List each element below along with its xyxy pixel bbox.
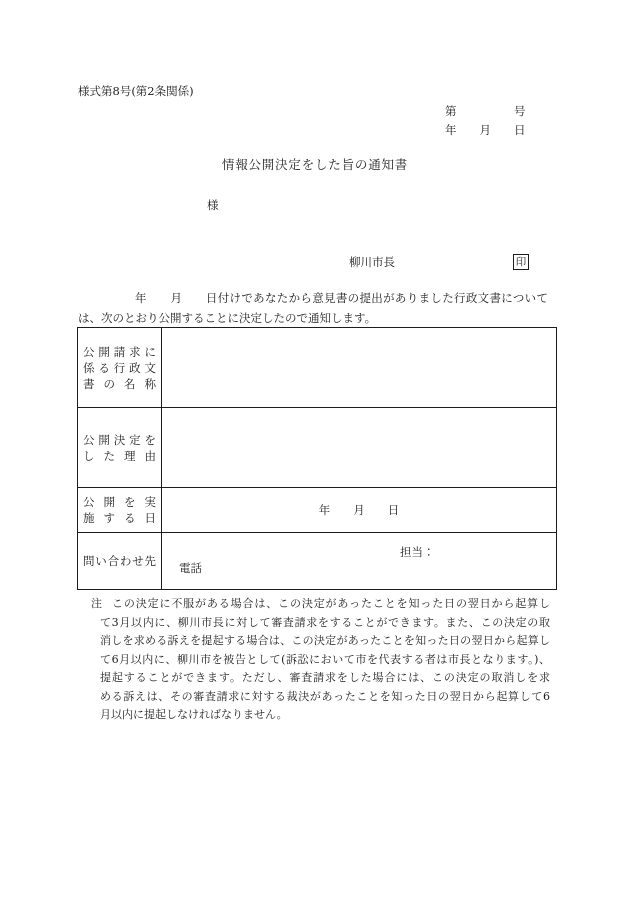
note-line: 月以内に提起しなければなりません。	[100, 708, 288, 721]
label-line: 問い合わせ先	[83, 554, 156, 568]
label-cell-document-name	[78, 328, 162, 408]
document-title: 情報公開決定をした旨の通知書	[221, 157, 409, 172]
label-line: 書の名称	[83, 376, 156, 391]
note-line: 提起することができます。ただし、審査請求をした場合には、この決定の取消しを求	[100, 671, 550, 684]
document-number: 第 号	[445, 104, 526, 118]
form-number: 様式第8号(第2条関係)	[78, 84, 194, 98]
label-line: 施する日	[83, 511, 156, 525]
note-line: て6月以内に、柳川市を被告として(訴訟において市を代表する者は市長となります。)、	[100, 652, 550, 666]
label-cell-contact	[78, 533, 162, 590]
decision-table	[77, 327, 557, 590]
value-cell-contact	[162, 533, 557, 590]
table-row-disclosure-date	[78, 488, 557, 533]
intro-line-1: 年 月 日付けであなたから意見書の提出がありました行政文書について	[135, 291, 548, 305]
label-line: 公開請求に	[83, 344, 156, 359]
note-marker: 注	[91, 597, 102, 610]
note-line: 消しを求める訴えを提起する場合は、この決定があったことを知った日の翌日から起算し	[100, 634, 550, 647]
label-line: 公開決定を	[83, 432, 156, 447]
value-cell-disclosure-date: 年 月 日	[162, 488, 557, 533]
value-cell-reason	[162, 408, 557, 488]
note-line: この決定に不服がある場合は、この決定があったことを知った日の翌日から起算し	[112, 597, 550, 610]
table-row-reason	[78, 408, 557, 488]
note-line: て3月以内に、柳川市長に対して審査請求をすることができます。また、この決定の取	[100, 615, 550, 629]
label-line: 係る行政文	[83, 360, 156, 375]
label-line: した理由	[83, 448, 156, 463]
table-row-document-name	[78, 328, 557, 408]
phone-label: 電話	[179, 561, 202, 575]
intro-line-2: は、次のとおり公開することに決定したので通知します。	[78, 311, 377, 325]
contact-person-label: 担当：	[400, 545, 435, 559]
label-line: 公開を実	[83, 495, 156, 509]
note-line: める訴えは、その審査請求に対する裁決があったことを知った日の翌日から起算して6	[100, 689, 550, 703]
sender-name: 柳川市長	[349, 255, 395, 269]
document-date: 年 月 日	[445, 123, 526, 137]
recipient-suffix: 様	[207, 198, 219, 212]
value-cell-document-name	[162, 328, 557, 408]
table-row-contact	[78, 533, 557, 590]
seal-mark: 印	[513, 254, 529, 270]
label-cell-reason	[78, 408, 162, 488]
label-cell-disclosure-date	[78, 488, 162, 533]
